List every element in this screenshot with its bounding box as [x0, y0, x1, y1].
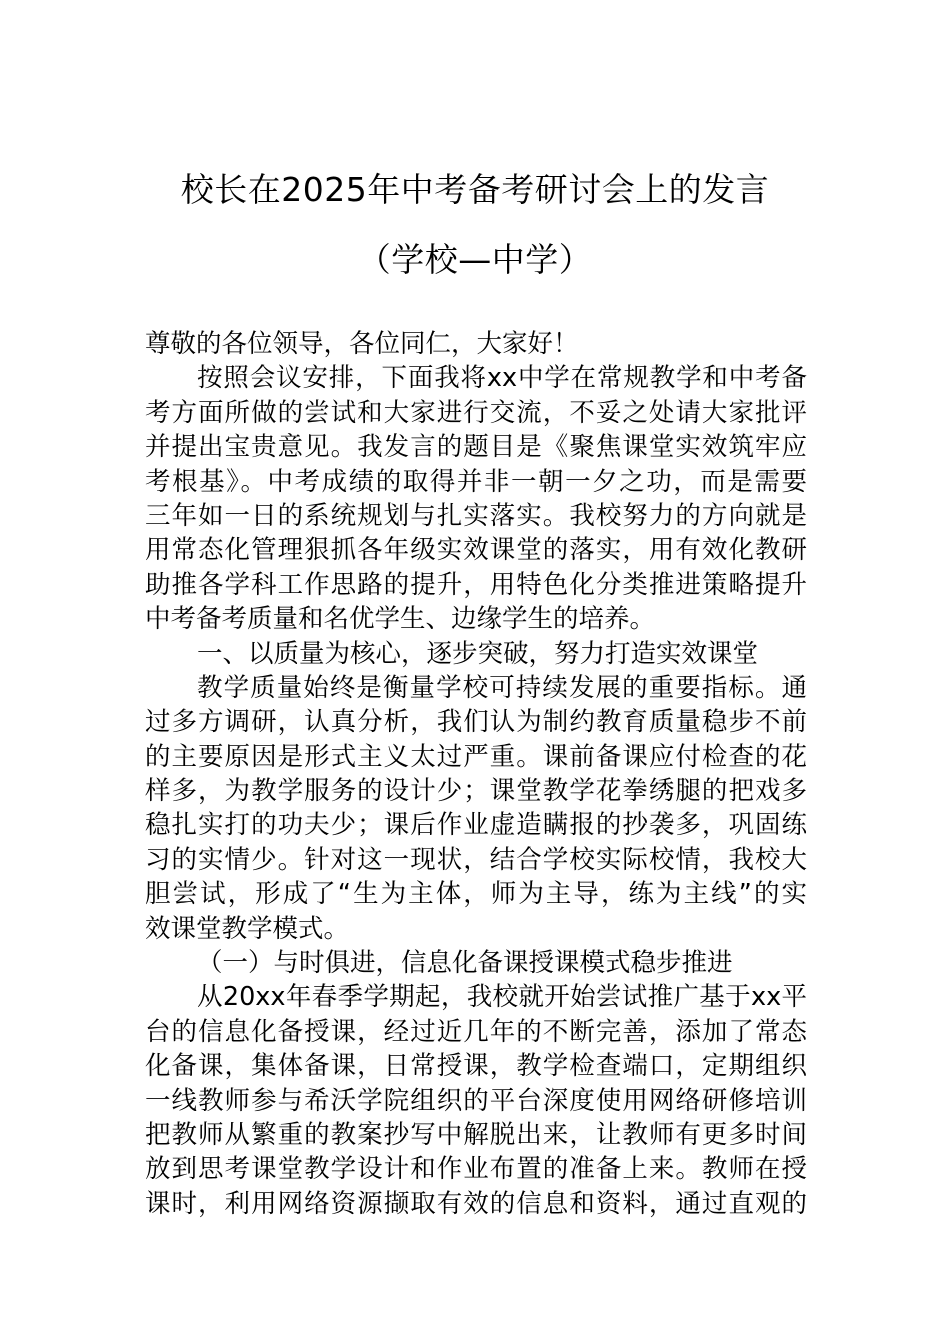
document-title: 校长在2025年中考备考研讨会上的发言 — [180, 170, 770, 209]
text-line: 助推各学科工作思路的提升，用特色化分类推进策略提升 — [145, 569, 807, 600]
document-body — [145, 327, 807, 1221]
document-subtitle: （学校—中学） — [357, 240, 593, 279]
text-line: 习的实情少。针对这一现状，结合学校实际校情，我校大 — [145, 844, 807, 875]
text-line: 三年如一日的系统规划与扎实落实。我校努力的方向就是 — [145, 500, 807, 531]
text-line: 胆尝试，形成了“生为主体，师为主导，练为主线”的实 — [145, 879, 807, 910]
text-line: 按照会议安排，下面我将xx中学在常规教学和中考备 — [197, 363, 807, 394]
text-line: 的主要原因是形式主义太过严重。课前备课应付检查的花 — [145, 741, 807, 772]
text-line: 并提出宝贵意见。我发言的题目是《聚焦课堂实效筑牢应 — [145, 432, 807, 463]
text-line: 效课堂教学模式。 — [145, 913, 350, 944]
text-line: 把教师从繁重的教案抄写中解脱出来，让教师有更多时间 — [145, 1119, 807, 1150]
text-line: 课时，利用网络资源撷取有效的信息和资料，通过直观的 — [145, 1188, 807, 1219]
text-line: 一线教师参与希沃学院组织的平台深度使用网络研修培训 — [145, 1085, 807, 1116]
text-line: 中考备考质量和名优学生、边缘学生的培养。 — [145, 604, 656, 635]
text-line: 稳扎实打的功夫少；课后作业虚造瞒报的抄袭多，巩固练 — [145, 810, 807, 841]
text-line: （一）与时俱进，信息化备课授课模式稳步推进 — [197, 948, 733, 979]
text-line: 化备课，集体备课，日常授课，教学检查端口，定期组织 — [145, 1051, 807, 1082]
text-line: 教学质量始终是衡量学校可持续发展的重要指标。通 — [197, 672, 807, 703]
text-line: 放到思考课堂教学设计和作业布置的准备上来。教师在授 — [145, 1154, 807, 1185]
text-line: 从20xx年春季学期起，我校就开始尝试推广基于xx平 — [197, 982, 807, 1013]
text-line: 样多，为教学服务的设计少；课堂教学花拳绣腿的把戏多 — [145, 776, 807, 807]
text-line: 考根基》。中考成绩的取得并非一朝一夕之功，而是需要 — [145, 466, 807, 497]
text-line: 考方面所做的尝试和大家进行交流，不妥之处请大家批评 — [145, 397, 807, 428]
text-line: 尊敬的各位领导，各位同仁，大家好！ — [145, 329, 579, 359]
text-line: 用常态化管理狠抓各年级实效课堂的落实，用有效化教研 — [145, 535, 807, 566]
text-line: 过多方调研，认真分析，我们认为制约教育质量稳步不前 — [145, 707, 807, 738]
text-line: 一、以质量为核心，逐步突破，努力打造实效课堂 — [197, 638, 759, 669]
text-line: 台的信息化备授课，经过近几年的不断完善，添加了常态 — [145, 1016, 807, 1047]
